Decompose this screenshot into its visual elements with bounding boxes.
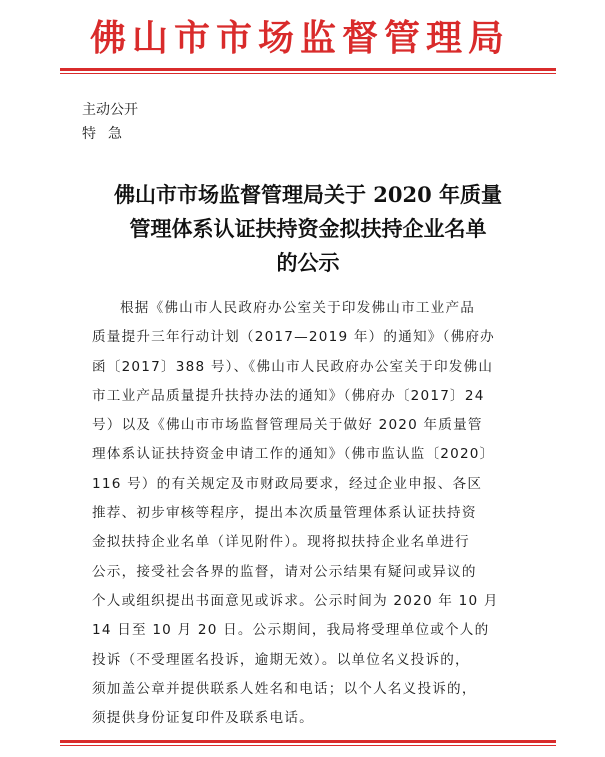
body-line: 投诉（不受理匿名投诉，逾期无效）。以单位名义投诉的，: [92, 651, 470, 668]
body-line: 14 日至 10 月 20 日。公示期间，我局将受理单位或个人的: [92, 622, 490, 639]
footer-red-rule-thick: [60, 740, 556, 743]
org-header-title: 佛山市市场监督管理局: [89, 17, 510, 59]
body-line: 推荐、初步审核等程序，提出本次质量管理体系认证扶持资: [92, 505, 477, 522]
header-red-rule-thin: [60, 73, 556, 74]
document-title: [60, 178, 556, 280]
body-line: 市工业产品质量提升扶持办法的通知》（佛府办〔2017〕24: [92, 387, 485, 404]
title-line: 管理体系认证扶持资金拟扶持企业名单: [129, 216, 487, 241]
footer-red-rule-thin: [60, 745, 556, 746]
body-line: 须提供身份证复印件及联系电话。: [92, 710, 314, 727]
body-line: 116 号）的有关规定及市财政局要求，经过企业申报、各区: [92, 475, 483, 492]
document-tags: [82, 98, 138, 146]
urgency-tag: 特急: [82, 126, 134, 142]
title-line: 佛山市市场监督管理局关于 2020 年质量: [113, 182, 503, 207]
body-line: 根据《佛山市人民政府办公室关于印发佛山市工业产品: [120, 300, 476, 316]
body-line: 须加盖公章并提供联系人姓名和电话；以个人名义投诉的，: [92, 680, 477, 697]
body-line: 函〔2017〕388 号）、《佛山市人民政府办公室关于印发佛山: [92, 358, 494, 375]
header-red-rule-thick: [60, 68, 556, 71]
body-line: 质量提升三年行动计划（2017—2019 年）的通知》（佛府办: [92, 329, 495, 346]
title-line: 的公示: [276, 250, 340, 275]
disclosure-tag: 主动公开: [82, 102, 138, 118]
body-line: 理体系认证扶持资金申请工作的通知》（佛市监认监〔2020〕: [92, 446, 495, 463]
body-line: 金拟扶持企业名单（详见附件）。现将拟扶持企业名单进行: [92, 534, 470, 551]
body-line: 号）以及《佛山市市场监督管理局关于做好 2020 年质量管: [92, 417, 483, 434]
document-body: [92, 294, 528, 733]
body-line: 公示，接受社会各界的监督，请对公示结果有疑问或异议的: [92, 563, 477, 580]
body-line: 个人或组织提出书面意见或诉求。公示时间为 2020 年 10 月: [92, 592, 499, 609]
